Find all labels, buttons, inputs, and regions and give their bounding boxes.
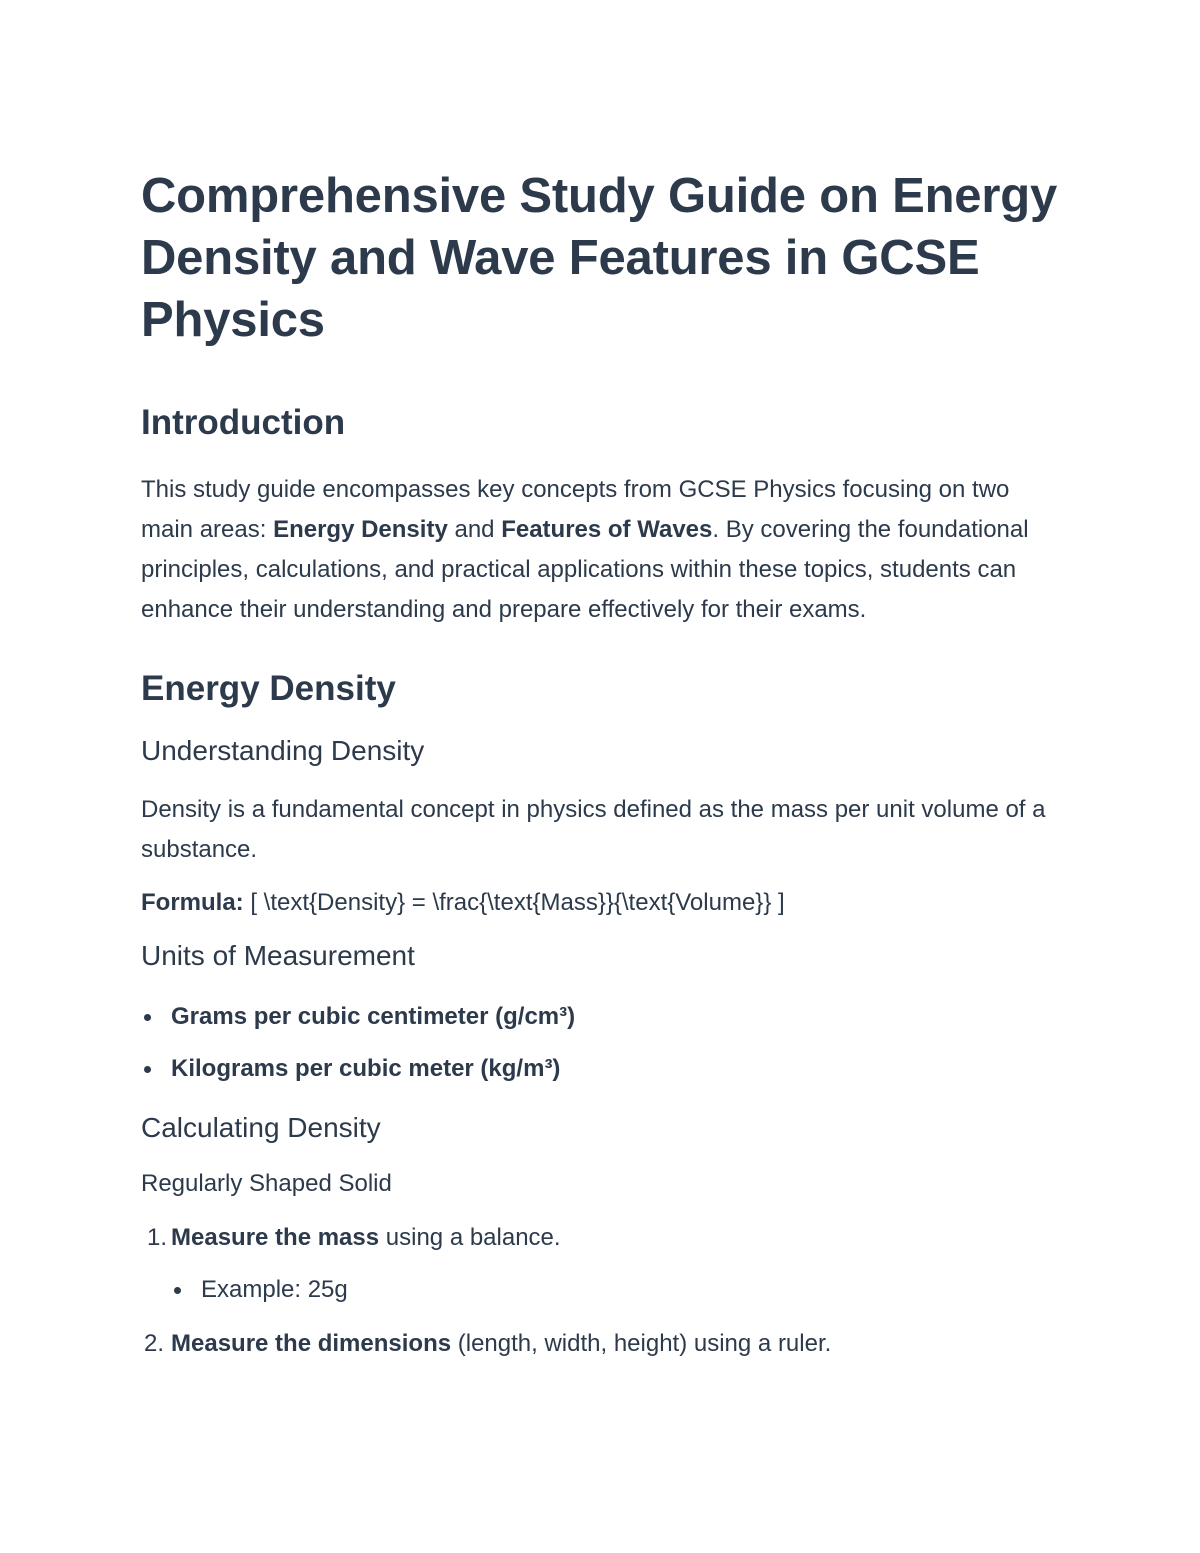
formula-text: [ \text{Density} = \frac{\text{Mass}}{\text{Volume}} ] [243, 889, 785, 916]
intro-bold-energy-density: Energy Density [273, 516, 448, 543]
step-number: 2. [144, 1330, 165, 1357]
list-item: Kilograms per cubic meter (kg/m³) [141, 1049, 1061, 1089]
density-definition: Density is a fundamental concept in physics defined as the mass per unit volume of a substance. [141, 796, 1046, 863]
units-list [141, 997, 1061, 1089]
bullet-icon [144, 1014, 151, 1021]
list-item: Grams per cubic centimeter (g/cm³) [141, 997, 1061, 1037]
list-item: Example: 25g [171, 1270, 1061, 1310]
density-formula [141, 883, 1061, 923]
list-item: 2. Measure the dimensions (length, width, height) using a ruler. [141, 1324, 1061, 1364]
intro-bold-features-of-waves: Features of Waves [501, 516, 713, 543]
document-title: Comprehensive Study Guide on Energy Density and Wave Features in GCSE Physics [141, 169, 1058, 347]
document-page [141, 165, 1061, 1364]
formula-label: Formula: [141, 889, 244, 916]
subheading-regularly-shaped-solid: Regularly Shaped Solid [141, 1170, 392, 1197]
bullet-icon [144, 1066, 151, 1073]
step-sub-list [171, 1270, 1061, 1310]
intro-paragraph: This study guide encompasses key concepts from GCSE Physics focusing on two main areas: Energy Density and Features of Waves. By covering the foundational principles, calculations, and practical applications within these topics, students can enhance their understanding and prepare effectively for their exams. [141, 476, 1029, 623]
step-number: 1. [147, 1224, 168, 1251]
steps-list [141, 1218, 1061, 1364]
section-heading-introduction: Introduction [141, 403, 346, 442]
subheading-units-of-measurement: Units of Measurement [141, 940, 415, 971]
bullet-icon [174, 1287, 181, 1294]
list-item: 1. Measure the mass using a balance. Example: 25g [141, 1218, 1061, 1310]
subheading-calculating-density: Calculating Density [141, 1112, 381, 1143]
section-heading-energy-density: Energy Density [141, 669, 396, 708]
subheading-understanding-density: Understanding Density [141, 735, 425, 766]
